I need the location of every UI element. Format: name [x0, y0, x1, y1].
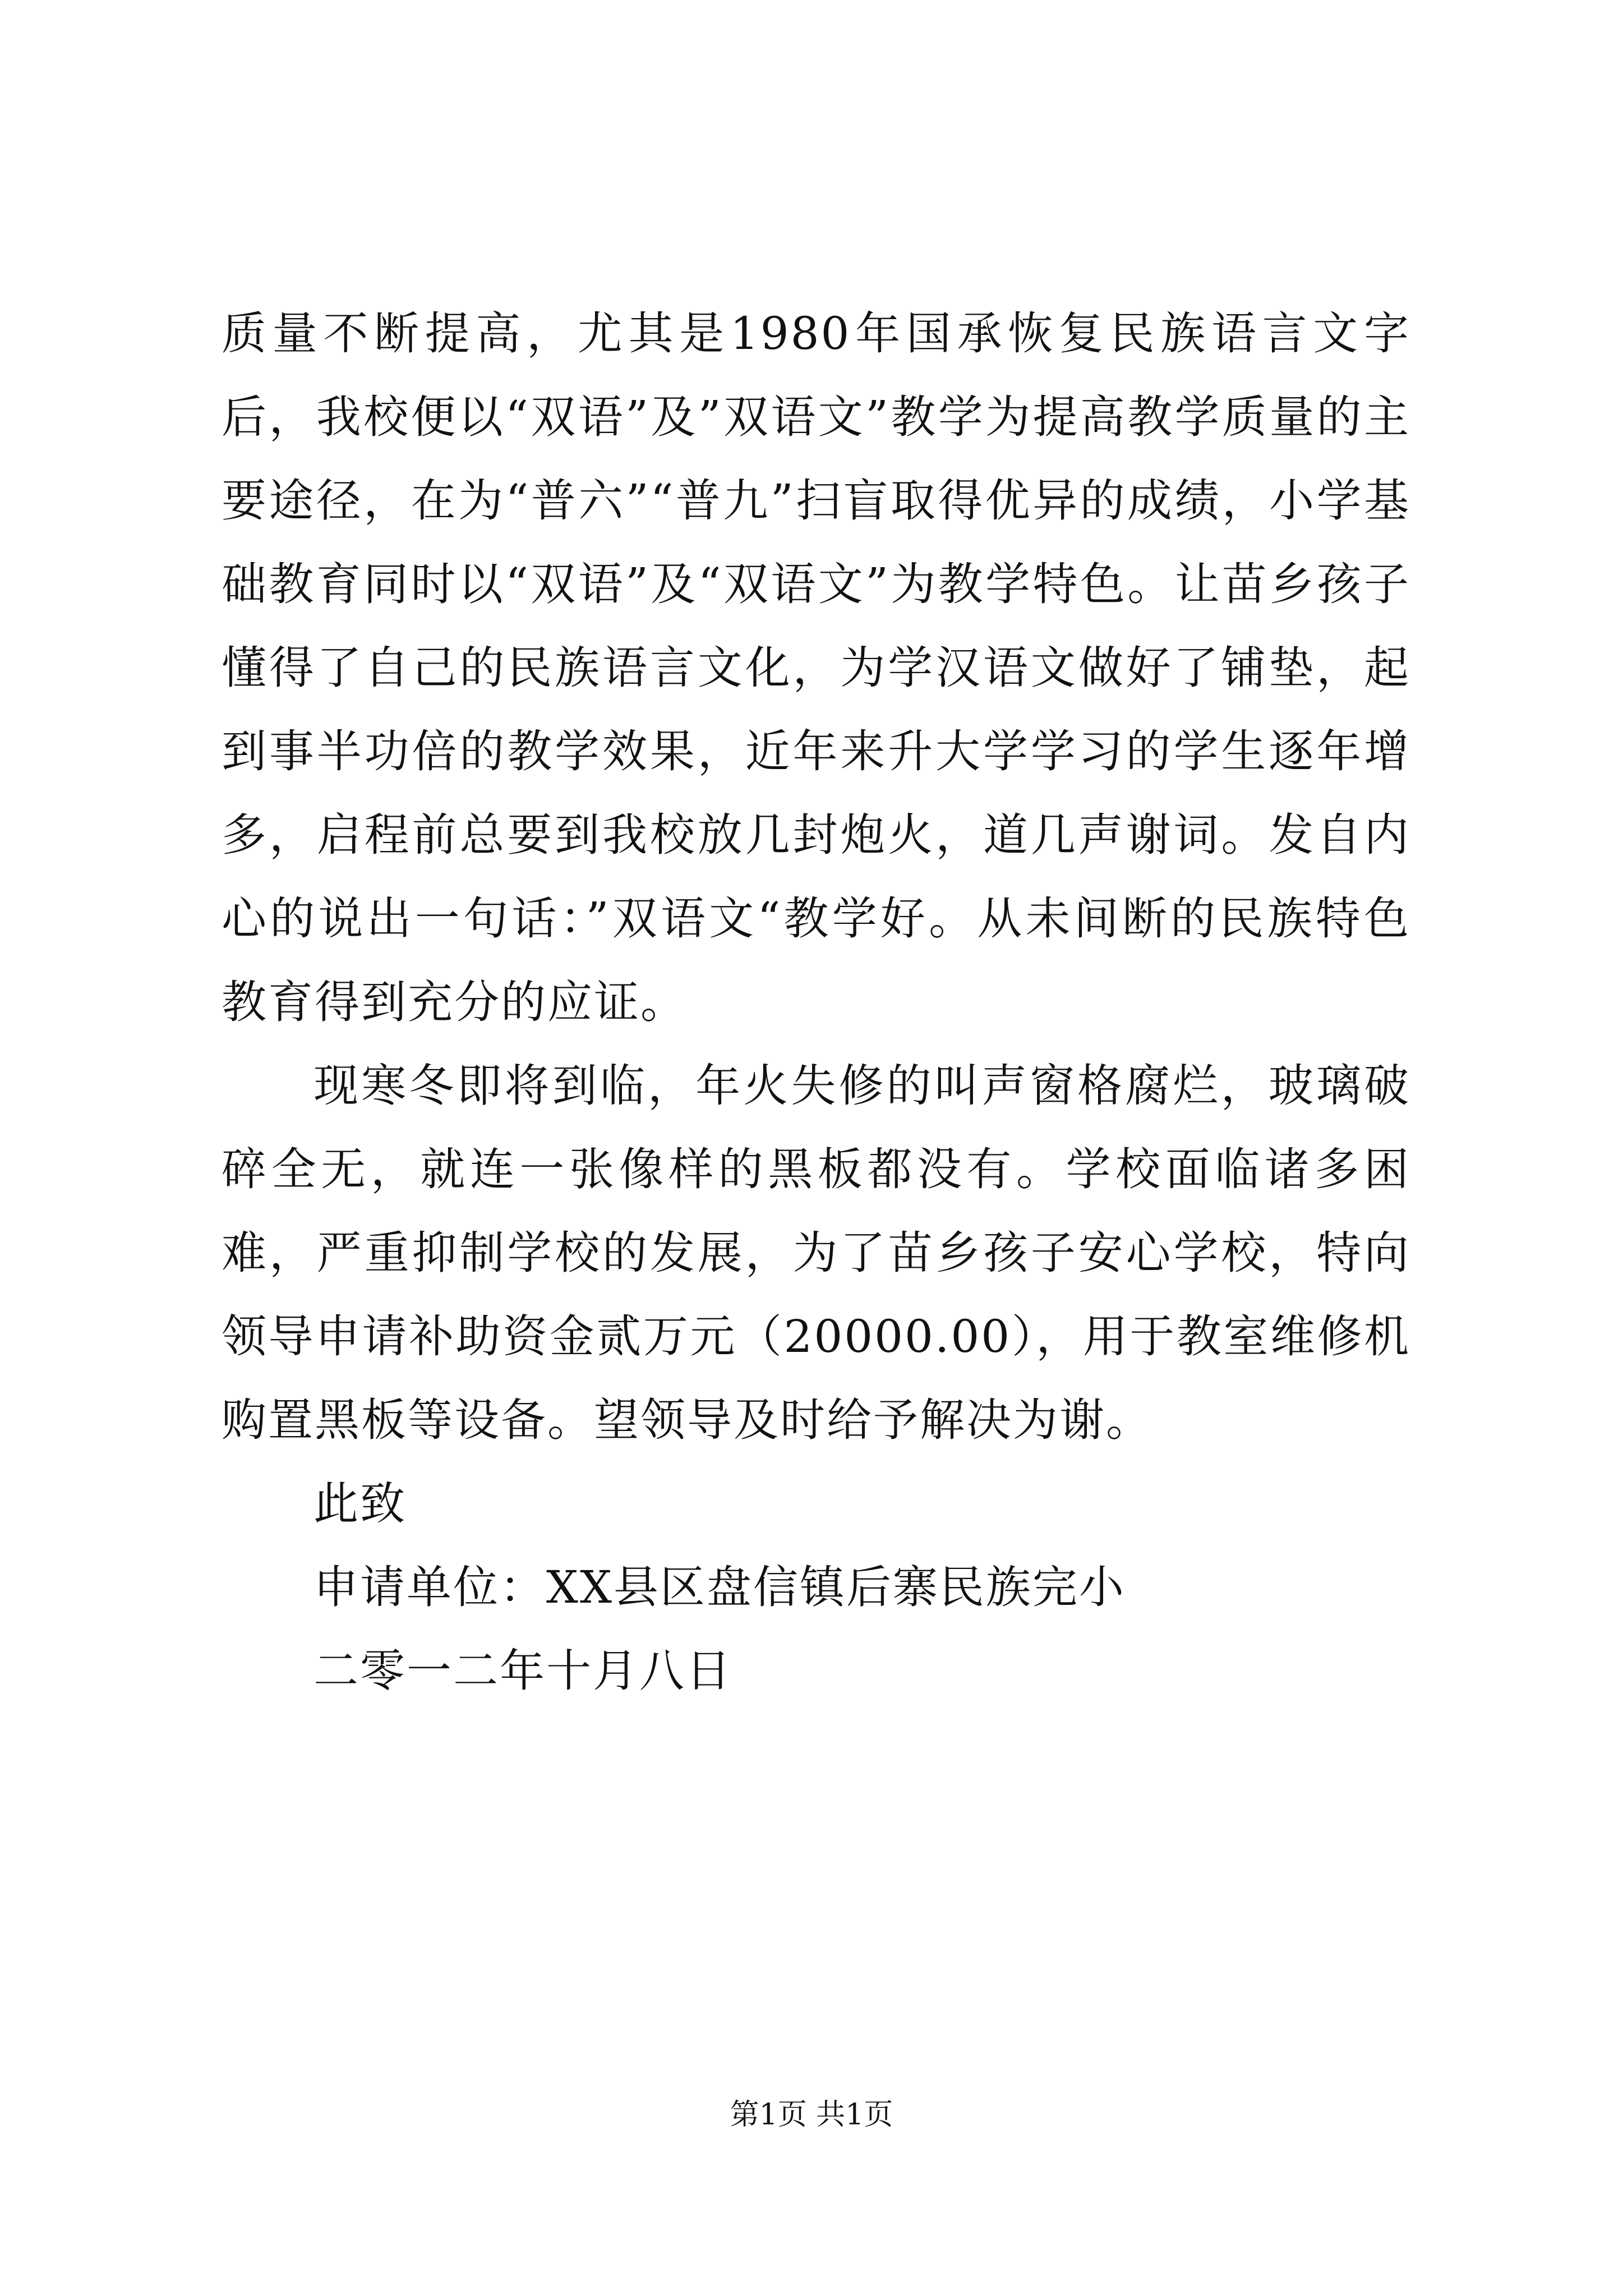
paragraph-request: 现寒冬即将到临，年火失修的叫声窗格腐烂，玻璃破碎全无，就连一张像样的黑板都没有。学校面临诸多困难，严重抑制学校的发展，为了苗乡孩子安心学校，特向领导申请补助资金贰万元（20000.00），用于教室维修机购置黑板等设备。望领导及时给予解决为谢。: [222, 1060, 1410, 1446]
page-footer: 第1页 共1页: [730, 2098, 893, 2132]
document-body: [222, 292, 1410, 1713]
date-line: 二零一二年十月八日: [313, 1645, 732, 1697]
salutation: 此致: [313, 1478, 407, 1530]
paragraph-continued: 质量不断提高，尤其是1980年国承恢复民族语言文字后，我校便以“双语”及”双语文”教学为提高教学质量的主要途径，在为“普六”“普九”扫盲取得优异的成绩，小学基础教育同时以“双语”及“双语文”为教学特色。让苗乡孩子懂得了自己的民族语言文化，为学汉语文做好了铺垫，起到事半功倍的教学效果，近年来升大学学习的学生逐年增多，启程前总要到我校放几封炮火，道几声谢词。发自内心的说出一句话：”双语文“教学好。从未间断的民族特色教育得到充分的应证。: [222, 307, 1410, 1028]
applicant-line: 申请单位：XX县区盘信镇后寨民族完小: [313, 1561, 1126, 1613]
